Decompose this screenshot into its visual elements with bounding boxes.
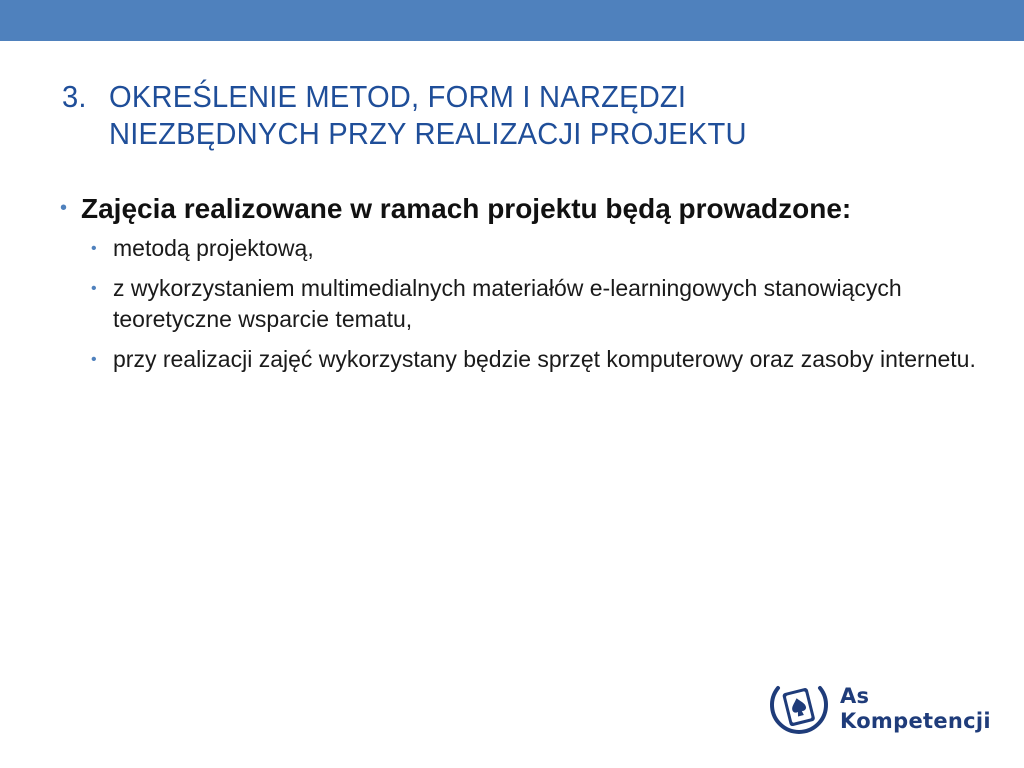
top-accent-bar [0, 0, 1024, 41]
bullet-icon: • [60, 197, 68, 219]
slide-title [62, 78, 908, 152]
logo-line-1: As [840, 684, 870, 708]
sub-bullet-text: z wykorzystaniem multimedialnych materiałów e-learningowych stanowiących teoretyczne wsparcie tematu, [113, 275, 902, 332]
sub-bullet [87, 273, 978, 335]
sub-bullet-list [58, 233, 978, 375]
main-bullet-text: Zajęcia realizowane w ramach projektu będą prowadzone: [81, 193, 852, 224]
bullet-icon: • [91, 351, 97, 368]
logo-line-2: Kompetencji [840, 709, 991, 733]
as-kompetencji-logo [768, 674, 998, 744]
title-line-2: NIEZBĘDNYCH PRZY REALIZACJI PROJEKTU [109, 116, 747, 151]
sub-bullet-text: metodą projektową, [113, 235, 314, 261]
sub-bullet [87, 344, 978, 375]
bullet-icon: • [91, 280, 97, 297]
bullet-icon: • [91, 240, 97, 257]
main-bullet [58, 190, 978, 227]
sub-bullet-text: przy realizacji zajęć wykorzystany będzie sprzęt komputerowy oraz zasoby internetu. [113, 346, 976, 372]
spade-card-icon [768, 676, 830, 742]
title-line-1: OKREŚLENIE METOD, FORM I NARZĘDZI [109, 79, 687, 114]
logo-text [840, 684, 991, 734]
title-number: 3. [62, 79, 87, 114]
sub-bullet [87, 233, 978, 264]
title-text [109, 78, 908, 152]
slide-content [58, 190, 978, 384]
